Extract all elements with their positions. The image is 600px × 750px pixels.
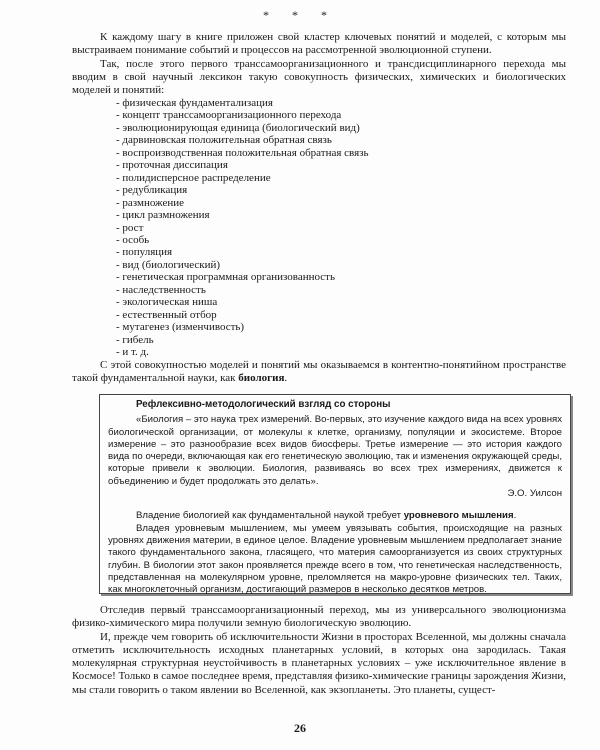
list-item: - редубликация	[116, 184, 188, 197]
intro	[72, 31, 566, 97]
list-item: - цикл размножения	[116, 209, 210, 222]
after-list-paragraph	[72, 359, 566, 386]
list-item: - вид (биологический)	[116, 258, 221, 271]
list-item: - дарвиновская положительная обратная связь	[116, 134, 332, 147]
page-number: 26	[294, 721, 306, 735]
list-item: - эволюционирующая единица (биологический вид)	[116, 121, 360, 134]
bold-term: биология	[238, 372, 285, 385]
paragraph: Отследив первый трансcамоорганизационный переход, мы из универсального эволюционизма физико-химического мира получили земную биологическую эволюцию.	[72, 604, 566, 630]
section-separator: * * *	[263, 8, 337, 22]
paragraph: И, прежде чем говорить об исключительности Жизни в просторах Вселенной, мы должны сначала отметить исключительность исходных планетарных условий, в которых она зародилась. Такая молекулярная структурная неустойчивость в планетарных условиях – уже исключительное явление в Космосе! Только в самое последнее время, представляя физико-химические границы зарождения Жизни, мы стали говорить о таком явлении во Вселенной, как экзопланеты. Это планеты, сущест-	[72, 630, 566, 696]
box-title: Рефлексивно-методологический взгляд со стороны	[136, 399, 391, 410]
outro	[72, 604, 566, 697]
list-item: - размножение	[116, 196, 185, 209]
list-item: - гибель	[116, 333, 154, 346]
concept-list	[72, 97, 566, 359]
list-item: - наследственность	[116, 283, 206, 296]
list-item: - популяция	[116, 246, 173, 259]
list-item: - экологическая ниша	[116, 296, 218, 309]
reflexive-sidebar-box	[99, 394, 571, 594]
list-item: - проточная диссипация	[116, 159, 228, 172]
list-item: - концепт трансcамоорганизационного перехода	[116, 109, 342, 122]
punct: .	[513, 510, 517, 522]
list-item: - рост	[116, 221, 144, 234]
list-item: - физическая фундаментализация	[116, 97, 273, 109]
quote: «Биология – это наука трех измерений. Во-первых, это изучение каждого вида на всех уровнях биологической организации, от молекулы к клетке, организму, популяции и экосистеме. Второе измерение – это разнообразие всех видов биосферы. Третье измерение — это история каждого вида по очереди, включающая как его генетическую эволюцию, так и изменения окружающей среды, которые привели к эволюции. Биология, развиваясь во всех трех измерениях, движется к объединению и будет продолжать это делать».	[108, 414, 562, 487]
paragraph: Так, после этого первого трансcамоорганизационного и трансдисциплинарного перехода мы вводим в свой научный лексикон такую совокупность физических, химических и биологических моделей и понятий:	[72, 57, 566, 97]
list-item: - полидисперсное распределение	[116, 171, 271, 184]
list-item: - воспроизводственная положительная обратная связь	[116, 146, 369, 159]
list-item: - особь	[116, 233, 150, 246]
box-text: Владение биологией как фундаментальной наукой требует	[136, 510, 404, 522]
bold-term: уровневого мышления	[403, 510, 514, 522]
quote-author: Э.О. Уилсон	[507, 488, 562, 500]
list-item: - генетическая программная организованность	[116, 271, 335, 284]
paragraph: К каждому шагу в книге приложен свой кластер ключевых понятий и моделей, с которым мы выстраиваем понимание событий и процессов на рассмотренной эволюционной ступени.	[72, 31, 566, 57]
punct: .	[284, 372, 288, 385]
paragraph-text: С этой совокупностью моделей и понятий мы оказываемся в контентно-понятийном пространстве такой фундаментальной науки, как	[72, 359, 566, 385]
list-item: - и т. д.	[116, 346, 149, 359]
box-paragraph: Владея уровневым мышлением, мы умеем увязывать события, происходящие на разных уровнях движения материи, в единое целое. Владение уровневым мышлением предполагает знание такого фундаментального закона, гласящего, что материя самоорганизуется из своих структурных глубин. В биологии этот закон проявляется прежде всего в том, что генетическая наследственность, представленная на молекулярном уровне, преломляется на макро-уровне физических тел. Таких, как многоклеточный организм, достигающий размеров в несколько десятков метров.	[108, 522, 562, 596]
list-item: - мутагенез (изменчивость)	[116, 321, 245, 334]
list-item: - естественный отбор	[116, 308, 217, 321]
